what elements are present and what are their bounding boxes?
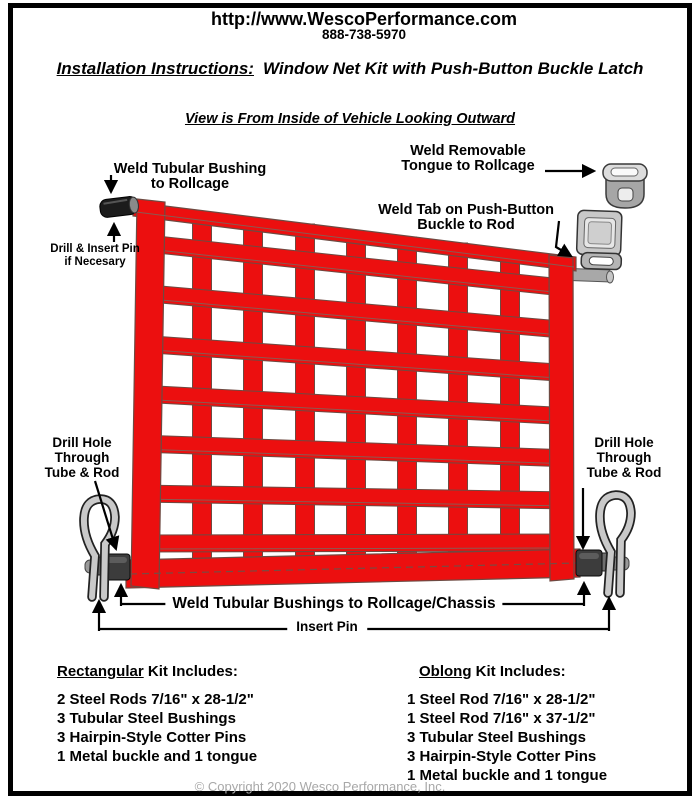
page-title	[57, 59, 644, 79]
view-note: View is From Inside of Vehicle Looking Outward	[184, 111, 516, 127]
rectangular-kit-title: Rectangular Kit Includes:	[57, 663, 238, 680]
kit-item: 3 Tubular Steel Bushings	[57, 710, 236, 727]
title-text: Window Net Kit with Push-Button Buckle Latch	[262, 59, 644, 78]
push-button-buckle	[576, 210, 623, 270]
label-weld-tongue: Weld Removable Tongue to Rollcage	[401, 143, 535, 174]
removable-tongue	[603, 164, 647, 208]
bushing-assembly-left	[84, 499, 130, 597]
arrow-buckle	[556, 221, 571, 256]
label-weld-bushing-top: Weld Tubular Bushing to Rollcage	[113, 161, 267, 192]
label-drill-hole-right: Drill Hole Through Tube & Rod	[586, 435, 662, 480]
label-drill-hole-left: Drill Hole Through Tube & Rod	[44, 435, 120, 480]
kit-item: 1 Metal buckle and 1 tongue	[407, 767, 608, 784]
kit-item: 1 Steel Rod 7/16" x 37-1/2"	[407, 710, 596, 727]
kit-item: 1 Metal buckle and 1 tongue	[57, 748, 258, 765]
kit-item: 1 Steel Rod 7/16" x 28-1/2"	[407, 691, 596, 708]
rectangular-kit-list	[57, 662, 257, 766]
net-right-strap	[549, 255, 574, 581]
kit-item: 2 Steel Rods 7/16" x 28-1/2"	[57, 691, 254, 708]
copyright-notice: © Copyright 2020 Wesco Performance, Inc.	[194, 779, 446, 794]
label-insert-pin: Insert Pin	[287, 619, 367, 634]
bushing-assembly-right	[576, 495, 631, 593]
label-weld-tab: Weld Tab on Push-Button Buckle to Rod	[378, 202, 554, 233]
title-label: Installation Instructions:	[56, 59, 254, 78]
phone-number: 888-738-5970	[321, 27, 407, 42]
label-drill-insert-pin: Drill & Insert Pin if Necesary	[50, 243, 140, 268]
kit-item: 3 Hairpin-Style Cotter Pins	[407, 748, 597, 765]
kit-item: 3 Hairpin-Style Cotter Pins	[57, 729, 247, 746]
oblong-kit-list	[407, 662, 607, 785]
label-weld-bushings-bottom: Weld Tubular Bushings to Rollcage/Chassis	[165, 595, 502, 612]
website-url: http://www.WescoPerformance.com	[210, 9, 518, 29]
oblong-kit-title: Oblong Kit Includes:	[419, 663, 566, 680]
kit-item: 3 Tubular Steel Bushings	[407, 729, 586, 746]
